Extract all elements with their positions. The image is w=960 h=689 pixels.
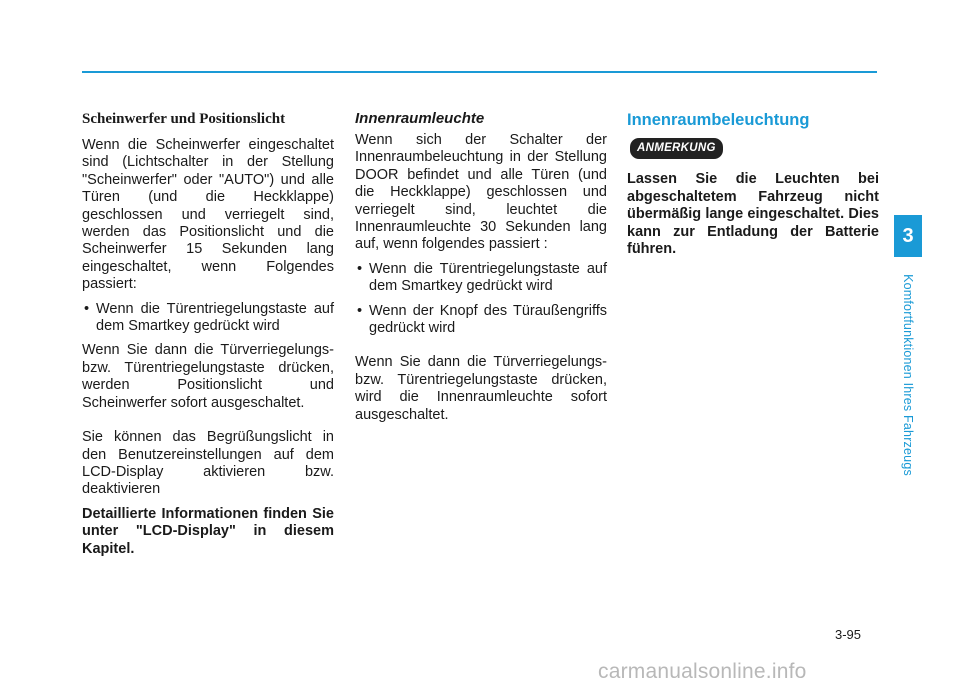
note-text: Lassen Sie die Leuchten bei abgeschaltetem Fahrzeug nicht übermäßig lange eingeschaltet. Dies kann zur Entladung der Batterie führen. xyxy=(627,171,879,258)
paragraph: Wenn Sie dann die Türverriegelungs- bzw. Türentriegelungstaste drücken, werden Positionslicht und Scheinwerfer sofort ausgeschaltet. xyxy=(82,342,334,411)
list-item: • Wenn die Türentriegelungstaste auf dem Smartkey gedrückt wird xyxy=(84,300,334,335)
section-heading-interior-lighting: Innenraumbeleuchtung xyxy=(627,111,810,129)
chapter-title: Komfortfunktionen Ihres Fahrzeugs xyxy=(901,274,915,476)
top-rule xyxy=(82,71,877,73)
column-interior-lamp xyxy=(355,110,607,424)
chapter-tab: 3 xyxy=(894,215,922,257)
section-heading-interior-lamp: Innenraumleuchte xyxy=(355,110,485,127)
list-item: • Wenn die Türentriegelungstaste auf dem Smartkey gedrückt wird xyxy=(357,260,607,295)
column-welcome-light xyxy=(82,110,334,558)
section-heading-headlights: Scheinwerfer und Positionslicht xyxy=(82,111,286,127)
page-number: 3-95 xyxy=(835,627,862,642)
paragraph-reference: Detaillierte Informationen finden Sie unter "LCD-Display" in diesem Kapitel. xyxy=(82,505,334,557)
list-item: • Wenn der Knopf des Türaußengriffs gedrückt wird xyxy=(357,302,607,337)
paragraph: Wenn sich der Schalter der Innenraumbeleuchtung in der Stellung DOOR befindet und alle Türen (und die Heckklappe) geschlossen und verriegelt sind, leuchtet die Innenraumleuchte 30 Sekunden lang auf, wenn folgendes passiert : xyxy=(355,132,607,253)
paragraph: Wenn Sie dann die Türverriegelungs- bzw. Türentriegelungstaste drücken, wird die Innenraumleuchte sofort ausgeschaltet. xyxy=(355,354,607,423)
paragraph: Sie können das Begrüßungslicht in den Benutzereinstellungen auf dem LCD-Display aktivieren bzw. deaktivieren xyxy=(82,429,334,498)
watermark: carmanualsonline.info xyxy=(598,660,807,683)
paragraph: Wenn die Scheinwerfer eingeschaltet sind (Lichtschalter in der Stellung "Scheinwerfer" oder "AUTO") und alle Türen (und die Heckklappe) geschlossen und verriegelt sind, werden das Positionslicht und die Scheinwerfer 15 Sekunden lang eingeschaltet, wenn Folgendes passiert: xyxy=(82,137,334,293)
column-interior-lighting xyxy=(627,110,879,258)
note-badge: ANMERKUNG xyxy=(630,138,723,159)
